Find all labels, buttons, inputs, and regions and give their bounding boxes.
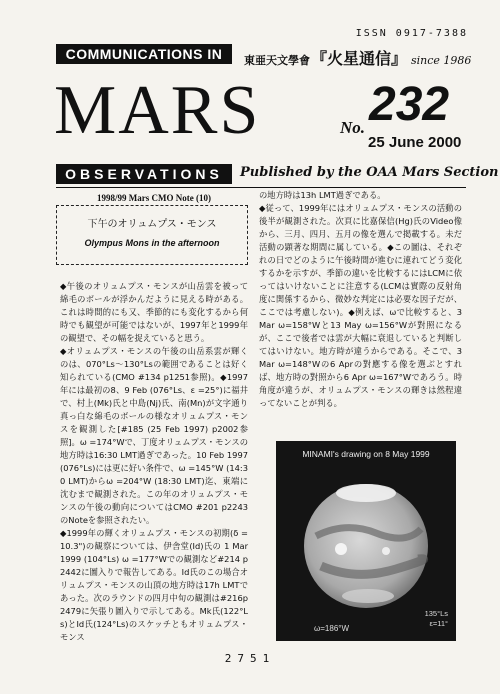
figure-omega: ω=186°W: [314, 624, 350, 633]
right-column: [259, 189, 462, 410]
issue-label: No.: [340, 118, 366, 137]
right-paragraph: ◆従って、1999年にはオリュムプス・モンスの活動の後半が観測された。次頁に比嘉保信(Hg)氏のVideo像から、三月、四月、五月の像を選んで掲載する。未だ活動の顕著な期間に属している。◆この圖は、それぞれの日でどのように午後時間が進むに連れてどう変化するかを示すが、季節の違いを比較するにはLCMに依ってはいけないことに注意する(LCMは實際の反射角度に関係するから、微妙な判定には必要な因子だが、ここでは考慮しない)。◆例えば、ωで比較すると、3 Mar ω=158°Wと13 May ω=156°Wが對照になるが、ここで後者では雲が大幅に衰退していると判断してはいけない。地方時が違うからである。そこで、3 Mar ω=148°Wの6 Aprの對應する像を選ぶとすれば、地方時の對照から6 Apr ω=167°Wであろう。時角度が違うが、オリュムプス・モンスの輝きは然程違ってないことが判る。: [259, 203, 462, 408]
figure-epsilon: ε=11°: [429, 619, 448, 628]
page-number: 2751: [224, 652, 276, 665]
note-title-box: [56, 205, 248, 265]
masthead-mars: MARS: [54, 72, 261, 149]
journal-prefix: 東亜天文學會: [244, 54, 310, 67]
left-paragraph: ◆オリュムプス・モンスの午後の山岳系雲が輝くのは、070°Ls～130°Lsの範囲であることは好く知られている(CMO #134 p1251参照)。◆1997年には最初の8、9 Feb (076°Ls、ε =25°)に福井で、村上(Mk)氏と中島(Nj)氏、南(Mn)が文字通り真っ白な綿毛のボールの様なオリュムプス・モンスを観測した[#185 (25 Feb 1997) p2002参照]。ω =174°Wで、丁度オリュムプス・モンスの地方時は16:30 LMT過ぎであった。10 Feb 1997 (076°Ls)には更に好い条件で、ω =145°W (14:30 LMT)からω =204°W (18:30 LMT)迄、東端に沈むまで観測された。この年のオリュムプス・モンスの午後の動向についてはCMO #201 p2243のNoteを参照されたい。: [60, 346, 249, 525]
issue-date: 25 June 2000: [368, 134, 462, 151]
figure-caption: MINAMI's drawing on 8 May 1999: [302, 449, 430, 459]
left-paragraph: ◆1999年の輝くオリュムプス・モンスの初期(δ =10.3")の観察については、伊舎堂(Id)氏の 1 Mar 1999 (104°Ls) ω =177°Wでの観測など#214 p2442に圖入りで報告してある。Id氏のこの場合オリュムプス・モンスの山頂の地方時は17h LMTであった。次のラウンドの四月中旬の観測は#216p2479に矢張り圖入りで示してある。Mk氏(122°Ls)とId氏(124°Ls)のスケッチともオリュムプス・モンス: [60, 528, 248, 642]
mars-drawing-figure: [276, 441, 456, 641]
journal-name: 『火星通信』: [311, 49, 408, 68]
note-header: 1998/99 Mars CMO Note (10): [97, 193, 211, 203]
observations-banner: OBSERVATIONS: [56, 164, 232, 184]
issn-number: ISSN 0917-7388: [355, 28, 468, 39]
note-title-english: Olympus Mons in the afternoon: [84, 238, 220, 248]
left-column: [60, 280, 248, 644]
figure-ls: 135°Ls: [424, 609, 448, 618]
right-paragraph: の地方時は13h LMT過ぎである。: [259, 190, 386, 200]
note-title-japanese: 下午のオリュムプス・モンス: [87, 219, 217, 230]
communications-banner: COMMUNICATIONS IN: [56, 44, 232, 64]
publisher-line: Published by the OAA Mars Section: [240, 165, 499, 180]
since-year: since 1986: [411, 54, 472, 67]
issue-number: 232: [369, 78, 450, 131]
journal-title: [244, 46, 471, 69]
left-paragraph: ◆午後のオリュムプス・モンスが山岳雲を被って綿毛のボールが浮かんだように見える時がある。これは時間的にも又、季節的にも変化するから何時でも観望が可能ではないが、1997年と1999年の観望で、その幅を捉えていると思う。: [60, 281, 248, 343]
figure-ls-epsilon: [425, 609, 448, 629]
header-divider: [56, 187, 466, 188]
